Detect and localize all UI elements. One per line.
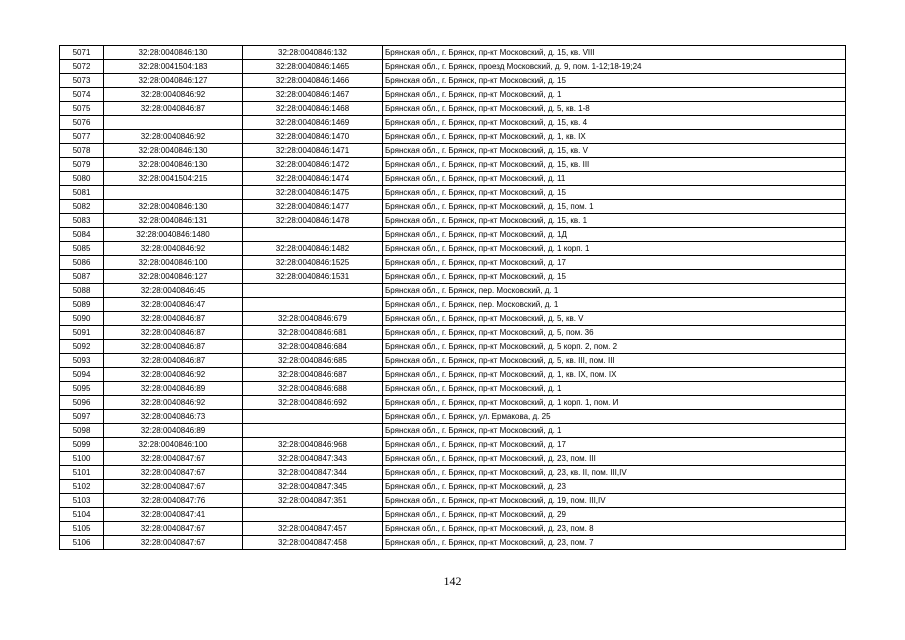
address-cell: Брянская обл., г. Брянск, пр-кт Московский, д. 29 <box>383 508 846 522</box>
table-body <box>60 46 846 550</box>
row-number-cell: 5106 <box>60 536 104 550</box>
object-number-cell <box>243 410 383 424</box>
row-number-cell: 5098 <box>60 424 104 438</box>
table-row <box>60 172 846 186</box>
table-row <box>60 186 846 200</box>
table-row <box>60 158 846 172</box>
row-number-cell: 5077 <box>60 130 104 144</box>
table-row <box>60 410 846 424</box>
row-number-cell: 5092 <box>60 340 104 354</box>
object-number-cell: 32:28:0040847:344 <box>243 466 383 480</box>
table-row <box>60 270 846 284</box>
cadastral-number-cell: 32:28:0041504:183 <box>104 60 243 74</box>
object-number-cell: 32:28:0040846:1468 <box>243 102 383 116</box>
cadastral-number-cell: 32:28:0040846:89 <box>104 382 243 396</box>
row-number-cell: 5088 <box>60 284 104 298</box>
address-cell: Брянская обл., г. Брянск, пр-кт Московский, д. 15, пом. 1 <box>383 200 846 214</box>
cadastral-number-cell: 32:28:0040846:130 <box>104 200 243 214</box>
cadastral-number-cell: 32:28:0040846:92 <box>104 242 243 256</box>
row-number-cell: 5086 <box>60 256 104 270</box>
object-number-cell: 32:28:0040846:685 <box>243 354 383 368</box>
row-number-cell: 5080 <box>60 172 104 186</box>
table-row <box>60 424 846 438</box>
address-cell: Брянская обл., г. Брянск, пр-кт Московский, д. 15, кв. VIII <box>383 46 846 60</box>
address-cell: Брянская обл., г. Брянск, пр-кт Московский, д. 15, кв. V <box>383 144 846 158</box>
row-number-cell: 5100 <box>60 452 104 466</box>
address-cell: Брянская обл., г. Брянск, пр-кт Московский, д. 1 <box>383 88 846 102</box>
row-number-cell: 5071 <box>60 46 104 60</box>
row-number-cell: 5094 <box>60 368 104 382</box>
cadastral-number-cell: 32:28:0040846:1480 <box>104 228 243 242</box>
table-row <box>60 536 846 550</box>
address-cell: Брянская обл., г. Брянск, пр-кт Московский, д. 23, пом. III <box>383 452 846 466</box>
table-row <box>60 326 846 340</box>
row-number-cell: 5083 <box>60 214 104 228</box>
address-cell: Брянская обл., г. Брянск, пр-кт Московский, д. 15, кв. III <box>383 158 846 172</box>
address-cell: Брянская обл., г. Брянск, проезд Московский, д. 9, пом. 1-12;18-19;24 <box>383 60 846 74</box>
object-number-cell <box>243 298 383 312</box>
object-number-cell: 32:28:0040846:1471 <box>243 144 383 158</box>
address-cell: Брянская обл., г. Брянск, пр-кт Московский, д. 1, кв. IX, пом. IX <box>383 368 846 382</box>
address-cell: Брянская обл., г. Брянск, пр-кт Московский, д. 1 корп. 1, пом. И <box>383 396 846 410</box>
row-number-cell: 5089 <box>60 298 104 312</box>
address-cell: Брянская обл., г. Брянск, пр-кт Московский, д. 15, кв. 1 <box>383 214 846 228</box>
address-cell: Брянская обл., г. Брянск, пр-кт Московский, д. 15 <box>383 74 846 88</box>
data-table <box>59 45 846 550</box>
row-number-cell: 5072 <box>60 60 104 74</box>
object-number-cell <box>243 284 383 298</box>
address-cell: Брянская обл., г. Брянск, пр-кт Московский, д. 5 корп. 2, пом. 2 <box>383 340 846 354</box>
address-cell: Брянская обл., г. Брянск, пер. Московский, д. 1 <box>383 298 846 312</box>
row-number-cell: 5090 <box>60 312 104 326</box>
row-number-cell: 5101 <box>60 466 104 480</box>
row-number-cell: 5081 <box>60 186 104 200</box>
table-row <box>60 438 846 452</box>
object-number-cell: 32:28:0040846:1474 <box>243 172 383 186</box>
cadastral-number-cell: 32:28:0040847:76 <box>104 494 243 508</box>
row-number-cell: 5099 <box>60 438 104 452</box>
address-cell: Брянская обл., г. Брянск, пр-кт Московский, д. 23, пом. 7 <box>383 536 846 550</box>
address-cell: Брянская обл., г. Брянск, пер. Московский, д. 1 <box>383 284 846 298</box>
object-number-cell <box>243 508 383 522</box>
address-cell: Брянская обл., г. Брянск, пр-кт Московский, д. 23, пом. 8 <box>383 522 846 536</box>
address-cell: Брянская обл., г. Брянск, пр-кт Московский, д. 1 <box>383 382 846 396</box>
row-number-cell: 5095 <box>60 382 104 396</box>
table-row <box>60 74 846 88</box>
object-number-cell <box>243 228 383 242</box>
address-cell: Брянская обл., г. Брянск, пр-кт Московский, д. 17 <box>383 256 846 270</box>
row-number-cell: 5075 <box>60 102 104 116</box>
row-number-cell: 5087 <box>60 270 104 284</box>
address-cell: Брянская обл., г. Брянск, пр-кт Московский, д. 11 <box>383 172 846 186</box>
address-cell: Брянская обл., г. Брянск, пр-кт Московский, д. 23, кв. II, пом. III,IV <box>383 466 846 480</box>
object-number-cell: 32:28:0040847:458 <box>243 536 383 550</box>
table-row <box>60 284 846 298</box>
row-number-cell: 5091 <box>60 326 104 340</box>
table-row <box>60 88 846 102</box>
table-row <box>60 228 846 242</box>
object-number-cell: 32:28:0040846:1466 <box>243 74 383 88</box>
cadastral-number-cell: 32:28:0040846:127 <box>104 74 243 88</box>
object-number-cell: 32:28:0040846:684 <box>243 340 383 354</box>
row-number-cell: 5085 <box>60 242 104 256</box>
cadastral-number-cell: 32:28:0040847:41 <box>104 508 243 522</box>
row-number-cell: 5103 <box>60 494 104 508</box>
cadastral-number-cell: 32:28:0040847:67 <box>104 452 243 466</box>
cadastral-number-cell: 32:28:0040846:130 <box>104 158 243 172</box>
cadastral-number-cell: 32:28:0040847:67 <box>104 480 243 494</box>
cadastral-number-cell: 32:28:0040847:67 <box>104 522 243 536</box>
table-row <box>60 102 846 116</box>
address-cell: Брянская обл., г. Брянск, пр-кт Московский, д. 1, кв. IX <box>383 130 846 144</box>
table-row <box>60 522 846 536</box>
cadastral-number-cell: 32:28:0040846:131 <box>104 214 243 228</box>
address-cell: Брянская обл., г. Брянск, пр-кт Московский, д. 5, кв. 1-8 <box>383 102 846 116</box>
cadastral-number-cell: 32:28:0040846:73 <box>104 410 243 424</box>
object-number-cell: 32:28:0040846:1531 <box>243 270 383 284</box>
table-row <box>60 368 846 382</box>
table-row <box>60 46 846 60</box>
row-number-cell: 5073 <box>60 74 104 88</box>
table-row <box>60 494 846 508</box>
row-number-cell: 5104 <box>60 508 104 522</box>
object-number-cell: 32:28:0040846:692 <box>243 396 383 410</box>
address-cell: Брянская обл., г. Брянск, пр-кт Московский, д. 19, пом. III,IV <box>383 494 846 508</box>
table-row <box>60 382 846 396</box>
table-row <box>60 298 846 312</box>
cadastral-number-cell: 32:28:0040846:100 <box>104 256 243 270</box>
object-number-cell: 32:28:0040846:1472 <box>243 158 383 172</box>
address-cell: Брянская обл., г. Брянск, пр-кт Московский, д. 15 <box>383 270 846 284</box>
table-row <box>60 242 846 256</box>
row-number-cell: 5076 <box>60 116 104 130</box>
object-number-cell: 32:28:0040846:132 <box>243 46 383 60</box>
object-number-cell: 32:28:0040846:1478 <box>243 214 383 228</box>
row-number-cell: 5093 <box>60 354 104 368</box>
cadastral-number-cell: 32:28:0040846:92 <box>104 396 243 410</box>
address-cell: Брянская обл., г. Брянск, пр-кт Московский, д. 15 <box>383 186 846 200</box>
table-row <box>60 116 846 130</box>
cadastral-number-cell <box>104 116 243 130</box>
object-number-cell: 32:28:0040846:1482 <box>243 242 383 256</box>
table-row <box>60 508 846 522</box>
object-number-cell: 32:28:0040847:345 <box>243 480 383 494</box>
address-cell: Брянская обл., г. Брянск, пр-кт Московский, д. 1Д <box>383 228 846 242</box>
object-number-cell: 32:28:0040847:351 <box>243 494 383 508</box>
object-number-cell: 32:28:0040846:688 <box>243 382 383 396</box>
address-cell: Брянская обл., г. Брянск, пр-кт Московский, д. 5, кв. III, пом. III <box>383 354 846 368</box>
object-number-cell: 32:28:0040846:1477 <box>243 200 383 214</box>
cadastral-number-cell: 32:28:0040846:100 <box>104 438 243 452</box>
row-number-cell: 5082 <box>60 200 104 214</box>
address-cell: Брянская обл., г. Брянск, пр-кт Московский, д. 23 <box>383 480 846 494</box>
object-number-cell: 32:28:0040846:1465 <box>243 60 383 74</box>
table-row <box>60 312 846 326</box>
object-number-cell: 32:28:0040847:343 <box>243 452 383 466</box>
table-row <box>60 60 846 74</box>
table-row <box>60 200 846 214</box>
table-row <box>60 130 846 144</box>
row-number-cell: 5078 <box>60 144 104 158</box>
object-number-cell: 32:28:0040846:1475 <box>243 186 383 200</box>
row-number-cell: 5096 <box>60 396 104 410</box>
table-row <box>60 396 846 410</box>
object-number-cell: 32:28:0040846:1467 <box>243 88 383 102</box>
address-cell: Брянская обл., г. Брянск, пр-кт Московский, д. 1 корп. 1 <box>383 242 846 256</box>
address-cell: Брянская обл., г. Брянск, пр-кт Московский, д. 5, пом. 36 <box>383 326 846 340</box>
object-number-cell: 32:28:0040846:968 <box>243 438 383 452</box>
table-row <box>60 340 846 354</box>
table-row <box>60 452 846 466</box>
table-row <box>60 144 846 158</box>
row-number-cell: 5097 <box>60 410 104 424</box>
cadastral-number-cell: 32:28:0040846:87 <box>104 312 243 326</box>
row-number-cell: 5102 <box>60 480 104 494</box>
row-number-cell: 5079 <box>60 158 104 172</box>
object-number-cell: 32:28:0040847:457 <box>243 522 383 536</box>
cadastral-number-cell: 32:28:0040846:87 <box>104 340 243 354</box>
cadastral-number-cell: 32:28:0040846:45 <box>104 284 243 298</box>
cadastral-number-cell: 32:28:0040846:89 <box>104 424 243 438</box>
object-number-cell <box>243 424 383 438</box>
object-number-cell: 32:28:0040846:1525 <box>243 256 383 270</box>
cadastral-number-cell: 32:28:0040846:87 <box>104 102 243 116</box>
cadastral-number-cell: 32:28:0040846:92 <box>104 88 243 102</box>
table-row <box>60 214 846 228</box>
cadastral-number-cell: 32:28:0040846:87 <box>104 326 243 340</box>
cadastral-number-cell: 32:28:0040846:130 <box>104 144 243 158</box>
cadastral-number-cell: 32:28:0040846:127 <box>104 270 243 284</box>
address-cell: Брянская обл., г. Брянск, пр-кт Московский, д. 15, кв. 4 <box>383 116 846 130</box>
object-number-cell: 32:28:0040846:681 <box>243 326 383 340</box>
cadastral-number-cell: 32:28:0040846:130 <box>104 46 243 60</box>
table-row <box>60 466 846 480</box>
address-cell: Брянская обл., г. Брянск, ул. Ермакова, д. 25 <box>383 410 846 424</box>
page-number: 142 <box>443 574 462 588</box>
object-number-cell: 32:28:0040846:1470 <box>243 130 383 144</box>
row-number-cell: 5105 <box>60 522 104 536</box>
cadastral-number-cell: 32:28:0040846:92 <box>104 130 243 144</box>
cadastral-number-cell: 32:28:0040846:87 <box>104 354 243 368</box>
cadastral-number-cell: 32:28:0040847:67 <box>104 466 243 480</box>
address-cell: Брянская обл., г. Брянск, пр-кт Московский, д. 17 <box>383 438 846 452</box>
row-number-cell: 5074 <box>60 88 104 102</box>
cadastral-number-cell: 32:28:0041504:215 <box>104 172 243 186</box>
object-number-cell: 32:28:0040846:679 <box>243 312 383 326</box>
cadastral-number-cell: 32:28:0040847:67 <box>104 536 243 550</box>
table-row <box>60 354 846 368</box>
cadastral-number-cell: 32:28:0040846:92 <box>104 368 243 382</box>
row-number-cell: 5084 <box>60 228 104 242</box>
object-number-cell: 32:28:0040846:1469 <box>243 116 383 130</box>
table-row <box>60 256 846 270</box>
cadastral-number-cell <box>104 186 243 200</box>
address-cell: Брянская обл., г. Брянск, пр-кт Московский, д. 1 <box>383 424 846 438</box>
address-cell: Брянская обл., г. Брянск, пр-кт Московский, д. 5, кв. V <box>383 312 846 326</box>
object-number-cell: 32:28:0040846:687 <box>243 368 383 382</box>
cadastral-number-cell: 32:28:0040846:47 <box>104 298 243 312</box>
table-row <box>60 480 846 494</box>
